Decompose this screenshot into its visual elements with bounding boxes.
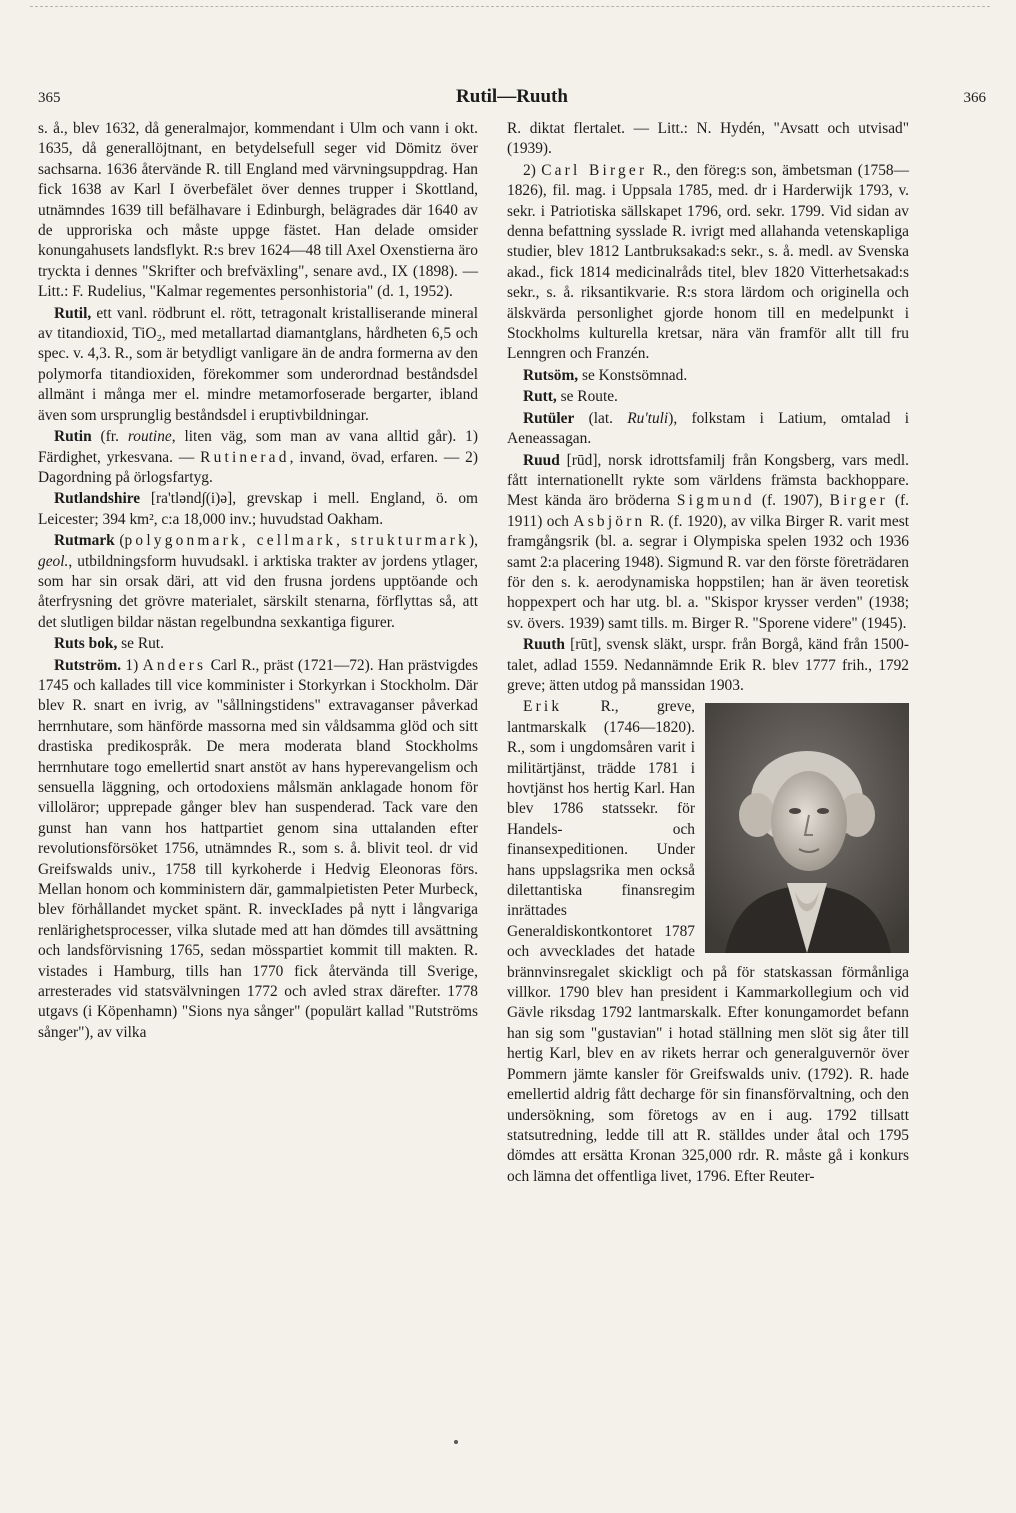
- entry-text: , liten väg, som man av vana alltid går). 1) Färdighet, yrkesvana. —: [38, 428, 478, 466]
- entry-carl-birger: [507, 161, 909, 365]
- spaced-term: Sigmund: [676, 492, 755, 510]
- entry-rutt: [507, 387, 909, 407]
- entry-continuation: s. å., blev 1632, då generalmajor, kommendant i Ulm och vann i okt. 1635, då generallöjtnant, en betydelsefull seger vid Dömitz över sachsarna. 1636 återvände R. till England med värvningsuppdrag. Han fick 1638 av Karl I överbefälet över dennes trupper i Skottland, utnämndes 1639 till befälhavare i Edinburgh, belägrades där 1640 av de upproriska och måste uppge fästet. Han delade omsider konungahusets landsflykt. R:s brev 1624—48 till Axel Oxenstierna äro tryckta i dennes "Skrifter och brefväxling", senare avd., IX (1898). — Litt.: F. Rudelius, "Kalmar regementes personhistoria" (d. 1, 1952).: [38, 120, 478, 301]
- headword: Rutin: [54, 428, 92, 446]
- entry-text: R. (f. 1920), av vilka Birger R. varit mest framgångsrik (bl. a. segrar i Olympiska spelen 1932 och 1936 samt 2:a placering 1948). Sigmund R. var den förste företrädaren för den s. k. aerodynamiska hoppstilen; han är även teoretisk hoppexpert och har utg. bl. a. "Skispor krysser verden" (1938; sv. övers. 1939) samt tills. m. Birger R. "Sporene videre" (1945).: [507, 512, 909, 632]
- headword: Ruts bok,: [54, 635, 118, 653]
- spaced-term: Anders: [142, 656, 207, 674]
- right-column: [507, 119, 909, 1188]
- entry-text: [rūt], svensk släkt, urspr. från Borgå, känd från 1500-talet, adlad 1559. Nedannämnde Erik R. blev 1777 frih., 1792 greve; ätten utdog på manssidan 1903.: [507, 636, 909, 694]
- entry-rutstrom: [38, 656, 478, 1044]
- spaced-term: Asbjörn: [573, 512, 646, 530]
- entry-text: (f. 1907),: [754, 492, 830, 510]
- entry-text: 1): [121, 656, 143, 674]
- entry-rutil: [38, 304, 478, 426]
- entry-erik-ruuth: [507, 697, 909, 1187]
- headword: Rutsöm,: [523, 366, 579, 384]
- page-header: [38, 86, 986, 116]
- entry-text: (fr.: [91, 428, 128, 446]
- spaced-term: Birger: [829, 492, 888, 510]
- headword: Rutüler: [523, 409, 575, 427]
- spaced-term: Erik: [523, 698, 563, 716]
- entry-rutin: [38, 427, 478, 488]
- italic-term: routine: [127, 428, 172, 446]
- headword: Rutmark: [54, 532, 115, 550]
- spaced-term: Carl Birger: [541, 161, 648, 179]
- entry-rutsom: [507, 366, 909, 386]
- running-title: Rutil—Ruuth: [456, 86, 568, 107]
- entry-text: (f. 1911) och: [507, 492, 909, 530]
- headword: Ruuth: [523, 636, 565, 654]
- spaced-term: polygonmark, cellmark, strukturmark: [124, 532, 469, 550]
- entry-rutuler: [507, 409, 909, 450]
- top-edge-rule: [30, 6, 990, 8]
- entry-text: R., den föreg:s son, ämbetsman (1758—1826), fil. mag. i Uppsala 1785, med. dr i Harderwijk 1793, v. sekr. i Patriotiska sällskapet 1796, ord. sekr. 1799. Vid sidan av denna befattning sysslade R. ivrigt med allahanda vetenskapliga studier, blev 1812 Lantbruksakad:s sekr., s. å. medl. av Svenska akad., fick 1814 medicinalråds titel, blev 1820 Vitterhetsakad:s sekr., s. å. riksantikvarie. R:s stora lärdom och originella och älskvärda personlighet gjorde honom till en medelpunkt i Stockholms kulturella kretsar, nära vän framför allt till fru Lenngren och Franzén.: [507, 161, 910, 363]
- entry-text: 2): [523, 161, 542, 179]
- headword: Rutt,: [523, 388, 557, 406]
- entry-text: , invand, övad, erfaren. — 2) Dagordning på örlogsfartyg.: [38, 448, 478, 486]
- entry-text: Carl R., präst (1721—72). Han prästvigdes 1745 och kallades till vice komminister i Storkyrkan i Stockholm. Där blev R. snart en ivrig, av "sållningstidens" extravaganser påverkad herrnhutare, som hänförde massorna med sin våldsamma glöd och sitt drastiska predikospråk. De mera moderata bland Stockholms herrnhutare togo emellertid snart anstöt av hans hyperevangelism och sensuella läggning, och ortodoxiens målsmän anklagade honom för villoläror; upprepade gånger blev han suspenderad. Tack vare den gunst han vann hos hattpartiet genom sina uttalanden efter revolutionsförsöket 1756, utnämndes R., som s. å. blivit teol. dr vid Greifswalds univ., 1758 till kyrkoherde i Hedvig Eleonoras förs. Mellan honom och komministern där, gammalpietisten Peter Murbeck, blev förhållandet mycket spänt. R. inveckIades på nytt i långvariga renlärighetsprocesser, vilka slutade med att han dömdes till avsättning och landsförvisning 1765, sedan mösspartiet kommit till makten. R. vistades i Hamburg, tills han 1770 fick återvända till Sverige, arresterades vid statsvälvningen 1772 och avled strax därefter. 1778 utgavs (i Köpenhamn) "Sions nya sånger" (populärt kallad "Rutströms sånger"), av vilka: [38, 656, 478, 1041]
- entry-text: se Konstsömnad.: [578, 366, 688, 384]
- entry-text: se Rut.: [117, 635, 164, 653]
- left-column: [38, 119, 478, 1044]
- headword: Rutström.: [54, 656, 122, 674]
- headword: Ruud: [523, 451, 560, 469]
- entry-text: (lat.: [574, 409, 628, 427]
- entry-rutmark: [38, 531, 478, 633]
- entry-ruud: [507, 451, 909, 635]
- headword: Rutlandshire: [54, 490, 141, 508]
- spaced-term: Rutinerad: [200, 448, 290, 466]
- entry-ruuth: [507, 635, 909, 696]
- entry-text: [rūd], norsk idrottsfamilj från Kongsberg, vars medl. fått internationellt rykte som världens främsta backhoppare. Mest kända äro bröderna: [507, 451, 909, 510]
- entry-rutlandshire: [38, 489, 478, 530]
- entry-text: ett vanl. rödbrunt el. rött, tetragonalt kristalliserande mineral av titandioxid, TiO₂, med metallartad diamantglans, hårdheten 6,5 och spec. v. 4,3. R., som är betydligt vanligare än de andra formerna av den polymorfa titandioxiden, förekommer som underordnad beståndsdel allmänt i många mer el. mindre metamorfoserade bergarter, ibland även som ursprunglig beståndsdel i eruptivbildningar.: [38, 304, 478, 424]
- italic-term: geol.: [38, 552, 69, 570]
- entry-text: [ra'tlənd∫(i)ə], grevskap i mell. England, ö. om Leicester; 394 km², c:a 18,000 inv.; huvudstad Oakham.: [38, 490, 478, 528]
- italic-term: Ru'tuli: [627, 409, 669, 427]
- bottom-dot: [454, 1440, 458, 1444]
- entry-text: ),: [469, 532, 478, 550]
- entry-ruts-bok: [38, 634, 478, 654]
- portrait-drawing: [705, 703, 909, 953]
- headword: Rutil,: [54, 304, 92, 322]
- entry-text: , utbildningsform huvudsakl. i arktiska trakter av jordens ytlager, som har sin orsak däri, att vid den frusna jordens upptöande och återfrysning det grövre materialet, särskilt stenarna, förflyttas så, att det slutligen bildar nästan regelbundna sexkantiga figurer.: [38, 552, 478, 631]
- page-number-left: 365: [38, 90, 61, 106]
- entry-text: ), folkstam i Latium, omtalad i Aeneassagan.: [507, 409, 909, 448]
- page-number-right: 366: [963, 90, 986, 106]
- entry-continuation: R. diktat flertalet. — Litt.: N. Hydén, "Avsatt och utvisad" (1939).: [507, 120, 909, 158]
- portrait-image: [705, 703, 909, 953]
- entry-text: se Route.: [556, 388, 618, 406]
- entry-text: R., greve, lantmarskalk (1746—1820). R., som i ungdomsåren varit i militärtjänst, trädde 1781 i hovtjänst hos hertig Karl. Han blev 1786 statssekr. för Handels- och finansexpeditionen. Under hans uppslagsrika men också dilettantiska finansregim inrättades Generaldiskontkontoret 1787 och avvecklades det hatade brännvinsregalet skickligt och på för statskassan förmånliga villkor. 1790 blev han president i Kammarkollegium och vid Gävle riksdag 1792 lantmarskalk. Efter konungamordet befann han sig som "gustavian" i hotad ställning men slöt sig åter till hertig Karl, blev en av rikets herrar och generalguvernör över Pommern jämte kansler för Greifswalds univ. (1792). R. hade emellertid aldrig fått decharge för sin finansförvaltning, och den undersökning, som företogs av en i aug. 1792 tillsatt statsutredning, ledde till att R. ställdes under åtal och 1795 dömdes att ersätta Kronan 325,000 rdr. R. måste gå i konkurs och lämna det offentliga livet, 1796. Efter Reuter-: [507, 698, 909, 1185]
- entry-text: (: [114, 532, 125, 550]
